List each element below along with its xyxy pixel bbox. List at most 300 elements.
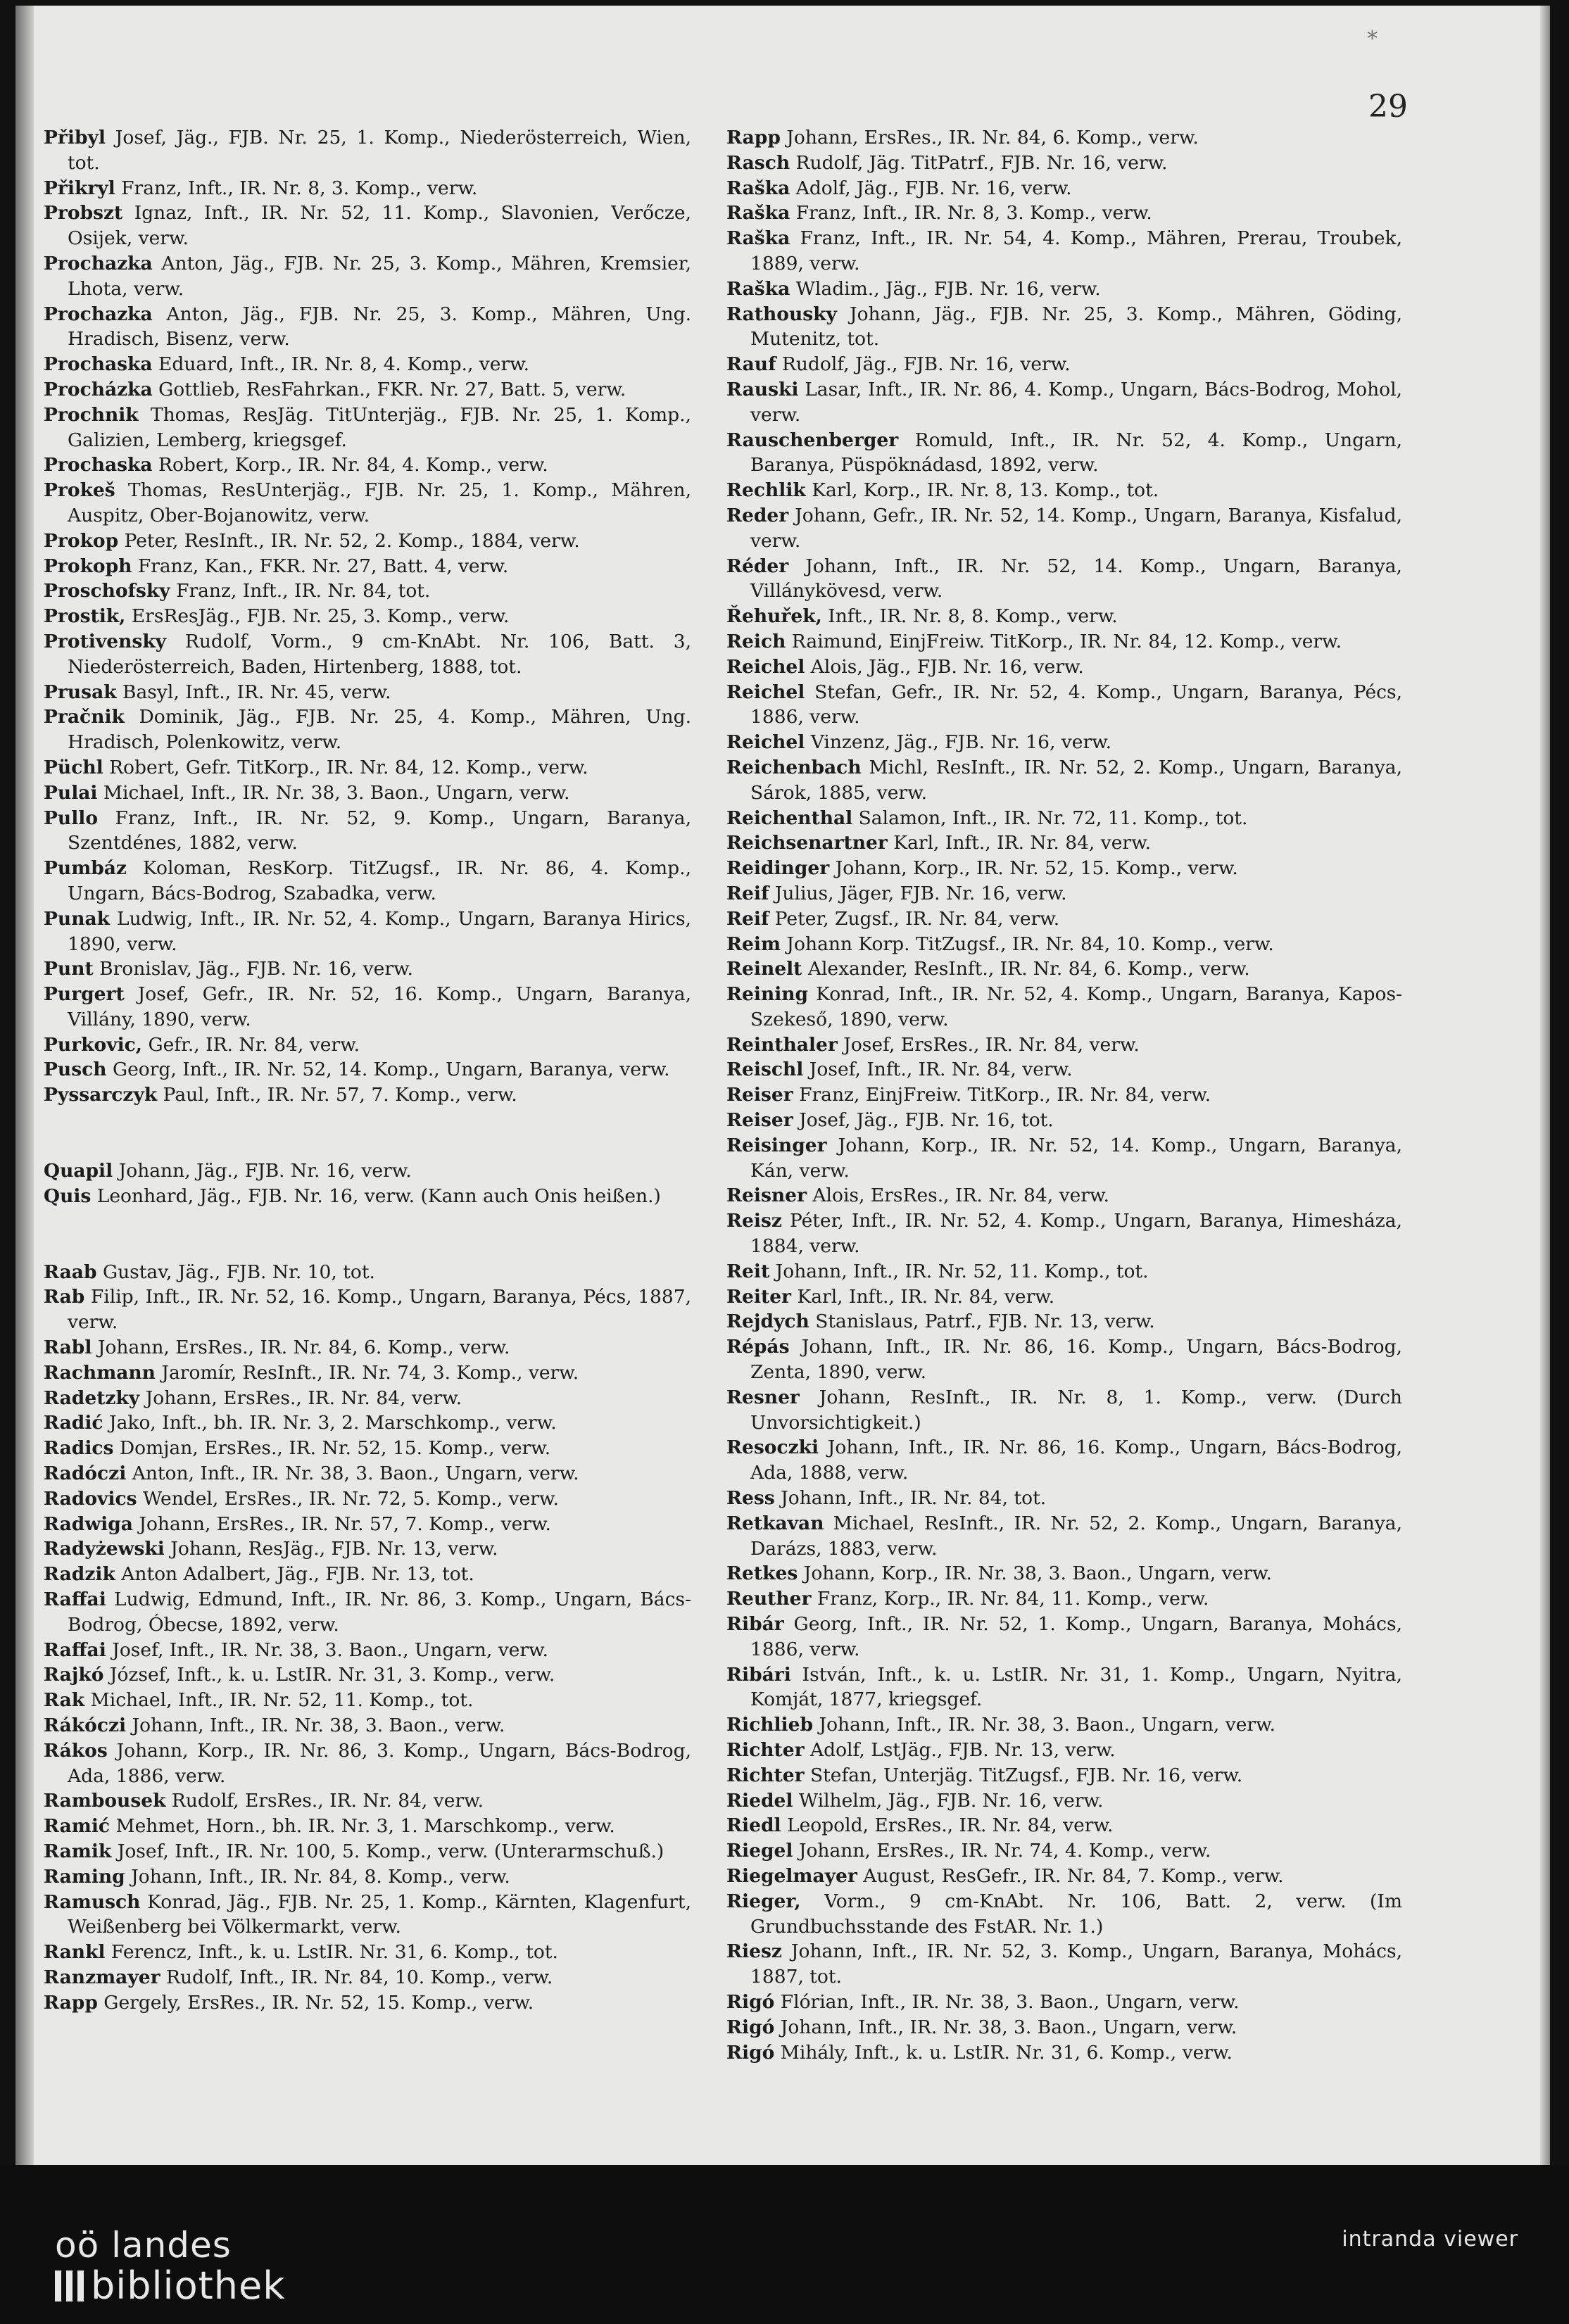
entry-details: Paul, Inft., IR. Nr. 57, 7. Komp., verw. [157, 1084, 517, 1106]
casualty-entry [726, 201, 1402, 226]
casualty-entry [726, 856, 1402, 881]
entry-surname: Probszt [44, 202, 123, 225]
casualty-entry [44, 1082, 691, 1108]
entry-details: Georg, Inft., IR. Nr. 52, 14. Komp., Ungarn, Baranya, verw. [106, 1059, 670, 1081]
entry-surname: Prokoph [44, 555, 132, 577]
entry-surname: Rachmann [44, 1361, 156, 1384]
casualty-entry [726, 1788, 1402, 1814]
entry-details: Karl, Inft., IR. Nr. 84, verw. [887, 832, 1152, 854]
entry-surname: Reit [726, 1260, 770, 1282]
casualty-entry [726, 1284, 1402, 1310]
casualty-entry [726, 151, 1402, 176]
entry-surname: Rauf [726, 353, 776, 376]
casualty-entry [726, 176, 1402, 201]
entry-surname: Prusak [44, 681, 117, 703]
entry-surname: Rapp [44, 1991, 98, 2014]
page-edge [1540, 6, 1550, 2165]
entry-details: Georg, Inft., IR. Nr. 52, 1. Komp., Ungarn, Baranya, Mohács, 1886, verw. [750, 1613, 1402, 1660]
casualty-entry [44, 806, 691, 857]
page-number: 29 [1368, 89, 1408, 125]
entry-details: Michael, ResInft., IR. Nr. 52, 2. Komp., Ungarn, Baranya, Darázs, 1883, verw. [750, 1512, 1402, 1560]
entry-surname: Raška [726, 202, 790, 225]
casualty-entry [726, 755, 1402, 806]
entry-details: Johann, Inft., IR. Nr. 86, 16. Komp., Ungarn, Bács-Bodrog, Ada, 1888, verw. [750, 1436, 1402, 1484]
entry-details: Johann, Inft., IR. Nr. 52, 3. Komp., Ungarn, Baranya, Mohács, 1887, tot. [750, 1940, 1402, 1988]
entry-details: Johann, Jäg., FJB. Nr. 25, 3. Komp., Mähren, Göding, Mutenitz, tot. [750, 303, 1402, 351]
entry-details: Raimund, EinjFreiw. TitKorp., IR. Nr. 84, 12. Komp., verw. [786, 630, 1342, 652]
entry-surname: Procházka [44, 378, 153, 400]
casualty-entry [44, 377, 691, 403]
casualty-entry [726, 932, 1402, 957]
entry-surname: Raška [726, 227, 790, 250]
entry-details: Josef, Inft., IR. Nr. 84, verw. [803, 1059, 1073, 1081]
entry-details: Johann, Korp., IR. Nr. 38, 3. Baon., Ungarn, verw. [798, 1562, 1272, 1585]
casualty-entry [726, 604, 1402, 629]
entry-surname: Rasch [726, 151, 790, 174]
entry-surname: Punak [44, 907, 110, 930]
entry-details: Ferencz, Inft., k. u. LstIR. Nr. 31, 6. Komp., tot. [105, 1941, 558, 1964]
entry-surname: Reiser [726, 1084, 793, 1106]
casualty-entry [726, 1385, 1402, 1436]
entry-details: Gustav, Jäg., FJB. Nr. 10, tot. [96, 1261, 375, 1283]
casualty-entry [726, 1486, 1402, 1511]
entry-surname: Ramik [44, 1840, 112, 1862]
entry-surname: Retkavan [726, 1512, 824, 1534]
casualty-entry [44, 1788, 691, 1814]
entry-details: Flórian, Inft., IR. Nr. 38, 3. Baon., Ungarn, verw. [774, 1990, 1240, 2013]
casualty-entry [726, 377, 1402, 428]
entry-details: Anton, Jäg., FJB. Nr. 25, 3. Komp., Mähren, Ung. Hradisch, Bisenz, verw. [68, 303, 691, 351]
casualty-entry [726, 1712, 1402, 1738]
entry-details: Franz, Inft., IR. Nr. 84, tot. [170, 580, 431, 602]
casualty-entry [44, 1410, 691, 1436]
entry-details: Vinzenz, Jäg., FJB. Nr. 16, verw. [805, 731, 1112, 754]
casualty-entry [44, 478, 691, 529]
entry-details: Wendel, ErsRes., IR. Nr. 72, 5. Komp., verw. [137, 1487, 559, 1510]
entry-surname: Ress [726, 1487, 775, 1510]
entry-surname: Riegelmayer [726, 1864, 857, 1887]
entry-surname: Richter [726, 1739, 805, 1761]
entry-surname: Radyżewski [44, 1538, 165, 1560]
entry-details: Johann, Inft., IR. Nr. 84, 8. Komp., verw. [125, 1865, 510, 1888]
casualty-entry [44, 302, 691, 353]
entry-details: Filip, Inft., IR. Nr. 52, 16. Komp., Ungarn, Baranya, Pécs, 1887, verw. [68, 1286, 691, 1334]
viewer-label[interactable]: intranda viewer [1342, 2227, 1518, 2252]
casualty-entry [44, 1562, 691, 1587]
entry-details: Leopold, ErsRes., IR. Nr. 84, verw. [781, 1814, 1114, 1837]
entry-surname: Reichenthal [726, 807, 853, 829]
entry-details: Ludwig, Inft., IR. Nr. 52, 4. Komp., Ungarn, Baranya Hirics, 1890, verw. [68, 907, 691, 955]
entry-details: Gergely, ErsRes., IR. Nr. 52, 15. Komp., verw. [97, 1991, 534, 2014]
casualty-entry [44, 1587, 691, 1638]
entry-surname: Rab [44, 1286, 85, 1308]
entry-surname: Resoczki [726, 1436, 819, 1459]
entry-surname: Prochazka [44, 303, 153, 325]
casualty-entry [726, 1990, 1402, 2015]
entry-details: Johann, Inft., IR. Nr. 52, 14. Komp., Ungarn, Baranya, Villánykövesd, verw. [750, 555, 1402, 602]
casualty-entry [44, 1990, 691, 2016]
casualty-entry [726, 982, 1402, 1032]
entry-details: Johann, Inft., IR. Nr. 38, 3. Baon., Ungarn, verw. [774, 2016, 1237, 2038]
entry-surname: Reisner [726, 1185, 807, 1207]
entry-details: Ludwig, Edmund, Inft., IR. Nr. 86, 3. Komp., Ungarn, Bács-Bodrog, Óbecse, 1892, verw. [68, 1589, 691, 1636]
entry-details: Johann, ErsRes., IR. Nr. 84, 6. Komp., verw. [780, 127, 1199, 149]
entry-surname: Richter [726, 1764, 805, 1786]
entry-details: Stanislaus, Patrf., FJB. Nr. 13, verw. [809, 1311, 1155, 1333]
casualty-entry [44, 907, 691, 957]
entry-surname: Prochaska [44, 454, 153, 476]
casualty-entry [726, 1662, 1402, 1713]
casualty-entry [44, 956, 691, 982]
casualty-entry [726, 2015, 1402, 2040]
entry-details: Péter, Inft., IR. Nr. 52, 4. Komp., Ungarn, Baranya, Himesháza, 1884, verw. [750, 1210, 1402, 1258]
entry-details: Johann, Inft., IR. Nr. 84, tot. [774, 1487, 1047, 1510]
entry-surname: Reif [726, 907, 769, 930]
entry-surname: Radóczi [44, 1463, 127, 1485]
casualty-entry [726, 1838, 1402, 1864]
entry-surname: Répás [726, 1336, 790, 1358]
entry-details: Robert, Gefr. TitKorp., IR. Nr. 84, 12. Komp., verw. [103, 756, 588, 778]
entry-surname: Riedel [726, 1789, 793, 1812]
entry-surname: Raška [726, 277, 790, 300]
entry-details: Johann, Inft., IR. Nr. 52, 11. Komp., tot. [769, 1260, 1149, 1282]
entry-details: Johann, Gefr., IR. Nr. 52, 14. Komp., Ungarn, Baranya, Kisfalud, verw. [750, 504, 1402, 552]
entry-surname: Radovics [44, 1487, 137, 1510]
casualty-entry [726, 302, 1402, 353]
entry-surname: Prokeš [44, 479, 115, 502]
entry-surname: Ribár [726, 1613, 784, 1636]
entry-surname: Reiser [726, 1109, 793, 1132]
entry-surname: Ribári [726, 1663, 791, 1686]
casualty-entry [44, 1284, 691, 1335]
entry-details: Gottlieb, ResFahrkan., FKR. Nr. 27, Batt. 5, verw. [152, 378, 626, 400]
entry-details: Domjan, ErsRes., IR. Nr. 52, 15. Komp., verw. [113, 1437, 551, 1460]
entry-surname: Rechlik [726, 479, 806, 502]
entry-surname: Reichel [726, 681, 805, 703]
entry-details: Leonhard, Jäg., FJB. Nr. 16, verw. (Kann auch Onis heißen.) [91, 1185, 661, 1207]
entry-details: Johann, Korp., IR. Nr. 86, 3. Komp., Ungarn, Bács-Bodrog, Ada, 1886, verw. [68, 1739, 691, 1787]
entry-details: Rudolf, Jäg. TitPatrf., FJB. Nr. 16, verw. [790, 151, 1168, 174]
entry-details: Lasar, Inft., IR. Nr. 86, 4. Komp., Ungarn, Bács-Bodrog, Mohol, verw. [750, 378, 1402, 426]
casualty-entry [726, 352, 1402, 377]
entry-surname: Resner [726, 1386, 800, 1408]
casualty-entry [44, 982, 691, 1032]
entry-details: Basyl, Inft., IR. Nr. 45, verw. [116, 681, 391, 703]
casualty-entry [726, 1561, 1402, 1586]
entry-surname: Řehuřek, [726, 605, 822, 628]
casualty-entry [44, 176, 691, 201]
entry-details: Jaromír, ResInft., IR. Nr. 74, 3. Komp., verw. [155, 1361, 579, 1384]
entry-details: Franz, Inft., IR. Nr. 54, 4. Komp., Mähren, Prerau, Troubek, 1889, verw. [750, 227, 1402, 274]
entry-details: Wilhelm, Jäg., FJB. Nr. 16, verw. [793, 1789, 1104, 1812]
entry-surname: Rigó [726, 1990, 775, 2013]
entry-surname: Ranzmayer [44, 1966, 160, 1988]
casualty-entry [44, 1386, 691, 1411]
casualty-entry [44, 1436, 691, 1461]
entry-surname: Rigó [726, 2016, 775, 2038]
casualty-entry [726, 1133, 1402, 1184]
entry-details: Josef, Inft., IR. Nr. 100, 5. Komp., verw. (Unterarmschuß.) [111, 1840, 664, 1862]
entry-details: Adolf, LstJäg., FJB. Nr. 13, verw. [804, 1739, 1116, 1761]
casualty-entry [44, 1638, 691, 1663]
casualty-entry [44, 1057, 691, 1082]
casualty-entry [44, 1512, 691, 1537]
casualty-entry [726, 2040, 1402, 2066]
casualty-entry [44, 1158, 691, 1184]
entry-details: Franz, Kan., FKR. Nr. 27, Batt. 4, verw. [132, 555, 509, 577]
casualty-entry [44, 1738, 691, 1789]
logo-bars-icon [55, 2271, 84, 2301]
casualty-entry [726, 1082, 1402, 1108]
casualty-entry [44, 201, 691, 251]
entry-surname: Prochaska [44, 353, 153, 376]
casualty-entry [44, 1713, 691, 1738]
casualty-entry [44, 403, 691, 453]
casualty-entry [726, 1813, 1402, 1838]
entry-details: József, Inft., k. u. LstIR. Nr. 31, 3. Komp., verw. [103, 1664, 555, 1686]
entry-surname: Radić [44, 1412, 103, 1434]
entry-details: Thomas, ResJäg. TitUnterjäg., FJB. Nr. 25, 1. Komp., Galizien, Lemberg, kriegsgef. [68, 403, 691, 451]
entry-details: Johann, ErsRes., IR. Nr. 84, verw. [139, 1387, 462, 1409]
entry-surname: Reisz [726, 1210, 782, 1232]
casualty-entry [726, 907, 1402, 932]
entry-details: Dominik, Jäg., FJB. Nr. 25, 4. Komp., Mähren, Ung. Hradisch, Polenkowitz, verw. [68, 706, 691, 754]
casualty-entry [44, 856, 691, 907]
entry-surname: Riegel [726, 1840, 793, 1862]
entry-details: Gefr., IR. Nr. 84, verw. [142, 1033, 360, 1056]
casualty-entry [726, 1738, 1402, 1763]
casualty-entry [726, 1586, 1402, 1612]
casualty-entry [44, 352, 691, 377]
casualty-entry [44, 1864, 691, 1890]
entry-details: Anton Adalbert, Jäg., FJB. Nr. 13, tot. [115, 1563, 474, 1586]
casualty-entry [44, 1486, 691, 1512]
right-column [726, 125, 1402, 2065]
entry-details: August, ResGefr., IR. Nr. 84, 7. Komp., verw. [857, 1864, 1284, 1887]
casualty-entry [44, 453, 691, 478]
entry-surname: Pullo [44, 807, 99, 829]
entry-details: Johann, ResJäg., FJB. Nr. 13, verw. [164, 1538, 498, 1560]
entry-surname: Prochazka [44, 252, 153, 274]
entry-surname: Punt [44, 958, 94, 980]
entry-details: Josef, ErsRes., IR. Nr. 84, verw. [837, 1033, 1140, 1056]
entry-surname: Reisinger [726, 1134, 827, 1156]
casualty-entry [726, 806, 1402, 831]
casualty-entry [726, 1183, 1402, 1208]
entry-details: Mehmet, Horn., bh. IR. Nr. 3, 1. Marschkomp., verw. [110, 1815, 615, 1838]
entry-details: Stefan, Unterjäg. TitZugsf., FJB. Nr. 16, verw. [804, 1764, 1243, 1786]
entry-details: Stefan, Gefr., IR. Nr. 52, 4. Komp., Ungarn, Baranya, Pécs, 1886, verw. [750, 681, 1402, 728]
entry-details: Johann, Inft., IR. Nr. 38, 3. Baon., Ungarn, verw. [813, 1714, 1276, 1736]
entry-details: Vorm., 9 cm-KnAbt. Nr. 106, Batt. 2, verw. (Im Grundbuchsstande des FstAR. Nr. 1.) [750, 1890, 1402, 1938]
entry-surname: Püchl [44, 756, 103, 778]
entry-details: Josef, Jäg., FJB. Nr. 16, tot. [793, 1109, 1054, 1132]
entry-surname: Reichel [726, 655, 805, 678]
section-gap [44, 1209, 691, 1260]
casualty-entry [726, 831, 1402, 856]
entry-details: Rudolf, Jäg., FJB. Nr. 16, verw. [776, 353, 1071, 376]
entry-surname: Radwiga [44, 1513, 133, 1535]
entry-details: Alexander, ResInft., IR. Nr. 84, 6. Komp., verw. [802, 958, 1250, 980]
entry-surname: Quapil [44, 1160, 113, 1182]
viewer-footer [0, 2165, 1569, 2324]
casualty-entry [44, 1965, 691, 1990]
entry-surname: Reining [726, 983, 809, 1006]
entry-details: Koloman, ResKorp. TitZugsf., IR. Nr. 86, 4. Komp., Ungarn, Bács-Bodrog, Szabadka, verw. [68, 857, 691, 904]
entry-details: Michael, Inft., IR. Nr. 38, 3. Baon., Ungarn, verw. [97, 781, 570, 804]
entry-details: Franz, EinjFreiw. TitKorp., IR. Nr. 84, verw. [793, 1084, 1211, 1106]
casualty-entry [726, 1057, 1402, 1082]
entry-details: Rudolf, Vorm., 9 cm-KnAbt. Nr. 106, Batt. 3, Niederösterreich, Baden, Hirtenberg, 1888, tot. [68, 630, 691, 678]
casualty-entry [726, 125, 1402, 151]
entry-details: Julius, Jäger, FJB. Nr. 16, verw. [769, 882, 1067, 904]
entry-details: Mihály, Inft., k. u. LstIR. Nr. 31, 6. Komp., verw. [774, 2041, 1233, 2064]
entry-details: Thomas, ResUnterjäg., FJB. Nr. 25, 1. Komp., Mähren, Auspitz, Ober-Bojanowitz, verw. [68, 479, 691, 526]
casualty-entry [726, 1334, 1402, 1385]
entry-details: Johann, Jäg., FJB. Nr. 16, verw. [113, 1160, 412, 1182]
entry-details: Wladim., Jäg., FJB. Nr. 16, verw. [790, 277, 1101, 300]
entry-surname: Reichel [726, 731, 805, 754]
entry-surname: Proschofsky [44, 580, 170, 602]
casualty-entry [726, 655, 1402, 680]
logo-text-line2: bibliothek [91, 2263, 286, 2308]
left-column [44, 125, 691, 2016]
logo-text-line1: oö landes [55, 2225, 232, 2266]
casualty-entry [44, 1940, 691, 1965]
casualty-entry [44, 629, 691, 680]
casualty-entry [44, 1814, 691, 1839]
entry-surname: Rigó [726, 2041, 775, 2064]
casualty-entry [726, 277, 1402, 302]
entry-surname: Reif [726, 882, 769, 904]
entry-surname: Reinelt [726, 958, 802, 980]
entry-surname: Rákóczi [44, 1714, 127, 1737]
entry-surname: Rak [44, 1689, 85, 1712]
entry-details: Adolf, Jäg., FJB. Nr. 16, verw. [790, 177, 1072, 199]
casualty-entry [726, 478, 1402, 503]
library-logo[interactable] [55, 2225, 286, 2307]
casualty-entry [44, 755, 691, 781]
entry-details: Karl, Korp., IR. Nr. 8, 13. Komp., tot. [805, 479, 1159, 502]
casualty-entry [44, 579, 691, 604]
entry-surname: Raffai [44, 1589, 106, 1611]
casualty-entry [726, 1763, 1402, 1788]
page-gutter [15, 6, 34, 2165]
entry-surname: Rathousky [726, 303, 837, 325]
entry-surname: Raška [726, 177, 790, 199]
entry-surname: Pusch [44, 1059, 107, 1081]
entry-surname: Richlieb [726, 1714, 814, 1736]
casualty-entry [44, 1536, 691, 1562]
entry-surname: Quis [44, 1185, 92, 1207]
entry-surname: Rieger, [726, 1890, 801, 1912]
casualty-entry [44, 125, 691, 176]
entry-surname: Prochnik [44, 403, 139, 426]
entry-details: Michael, Inft., IR. Nr. 52, 11. Komp., tot. [84, 1689, 474, 1712]
casualty-entry [726, 1435, 1402, 1486]
entry-details: Bronislav, Jäg., FJB. Nr. 16, verw. [93, 958, 413, 980]
casualty-entry [44, 1260, 691, 1285]
entry-details: Peter, ResInft., IR. Nr. 52, 2. Komp., 1884, verw. [118, 529, 580, 552]
entry-details: Robert, Korp., IR. Nr. 84, 4. Komp., verw. [152, 454, 548, 476]
entry-surname: Reuther [726, 1588, 812, 1610]
entry-surname: Pyssarczyk [44, 1084, 158, 1106]
entry-surname: Raab [44, 1261, 97, 1283]
entry-details: Johann, ResInft., IR. Nr. 8, 1. Komp., verw. (Durch Unvorsichtigkeit.) [750, 1386, 1402, 1434]
entry-surname: Prostik, [44, 605, 126, 628]
page-mark: * [1367, 27, 1378, 51]
entry-details: Jako, Inft., bh. IR. Nr. 3, 2. Marschkomp., verw. [103, 1412, 557, 1434]
entry-details: Salamon, Inft., IR. Nr. 72, 11. Komp., tot. [852, 807, 1248, 829]
entry-details: Konrad, Jäg., FJB. Nr. 25, 1. Komp., Kärnten, Klagenfurt, Weißenberg bei Völkermarkt, verw. [68, 1890, 691, 1938]
entry-surname: Pumbáz [44, 857, 127, 880]
casualty-entry [726, 1259, 1402, 1284]
entry-surname: Reidinger [726, 857, 830, 880]
entry-surname: Radics [44, 1437, 114, 1460]
entry-details: Johann, ErsRes., IR. Nr. 57, 7. Komp., verw. [132, 1513, 551, 1535]
entry-details: Rudolf, Inft., IR. Nr. 84, 10. Komp., verw. [160, 1966, 553, 1988]
casualty-entry [44, 1184, 691, 1209]
casualty-entry [44, 1032, 691, 1058]
entry-details: Franz, Inft., IR. Nr. 8, 3. Komp., verw. [115, 177, 478, 199]
entry-details: Karl, Inft., IR. Nr. 84, verw. [791, 1285, 1055, 1308]
entry-surname: Rejdych [726, 1311, 809, 1333]
casualty-entry [726, 956, 1402, 982]
entry-surname: Rambousek [44, 1790, 166, 1812]
casualty-entry [726, 1612, 1402, 1662]
casualty-entry [726, 428, 1402, 479]
entry-surname: Rankl [44, 1941, 106, 1964]
casualty-entry [44, 680, 691, 705]
entry-details: Anton, Inft., IR. Nr. 38, 3. Baon., Ungarn, verw. [126, 1463, 579, 1485]
entry-details: Alois, Jäg., FJB. Nr. 16, verw. [805, 655, 1084, 678]
casualty-entry [44, 1335, 691, 1360]
casualty-entry [726, 881, 1402, 907]
entry-surname: Přikryl [44, 177, 115, 199]
entry-surname: Rákos [44, 1739, 108, 1762]
entry-details: Konrad, Inft., IR. Nr. 52, 4. Komp., Ungarn, Baranya, Kapos-Szekeső, 1890, verw. [750, 983, 1402, 1030]
entry-details: Romuld, Inft., IR. Nr. 52, 4. Komp., Ungarn, Baranya, Püspöknádasd, 1892, verw. [750, 429, 1402, 476]
casualty-entry [726, 629, 1402, 655]
casualty-entry [44, 1688, 691, 1713]
entry-surname: Rabl [44, 1337, 92, 1359]
section-gap [44, 1108, 691, 1158]
entry-surname: Reichenbach [726, 756, 862, 778]
entry-details: Inft., IR. Nr. 8, 8. Komp., verw. [821, 605, 1118, 628]
entry-surname: Radetzky [44, 1387, 140, 1409]
casualty-entry [44, 554, 691, 579]
entry-surname: Retkes [726, 1562, 798, 1585]
casualty-entry [726, 1108, 1402, 1133]
casualty-entry [44, 1461, 691, 1486]
entry-surname: Rauski [726, 378, 799, 400]
entry-surname: Purgert [44, 983, 125, 1006]
entry-surname: Pračnik [44, 706, 125, 728]
entry-surname: Pulai [44, 781, 98, 804]
entry-surname: Ramić [44, 1815, 111, 1838]
entry-surname: Raming [44, 1865, 125, 1888]
entry-details: Franz, Inft., IR. Nr. 8, 3. Komp., verw. [790, 202, 1152, 225]
casualty-entry [726, 1309, 1402, 1334]
entry-details: István, Inft., k. u. LstIR. Nr. 31, 1. Komp., Ungarn, Nyitra, Komját, 1877, kriegsgef. [750, 1663, 1402, 1711]
entry-surname: Riedl [726, 1814, 781, 1837]
entry-surname: Riesz [726, 1940, 782, 1963]
casualty-entry [726, 503, 1402, 554]
entry-details: Josef, Inft., IR. Nr. 38, 3. Baon., Ungarn, verw. [106, 1638, 548, 1661]
casualty-entry [44, 1890, 691, 1940]
entry-details: Eduard, Inft., IR. Nr. 8, 4. Komp., verw. [152, 353, 530, 376]
entry-details: Alois, ErsRes., IR. Nr. 84, verw. [806, 1185, 1109, 1207]
